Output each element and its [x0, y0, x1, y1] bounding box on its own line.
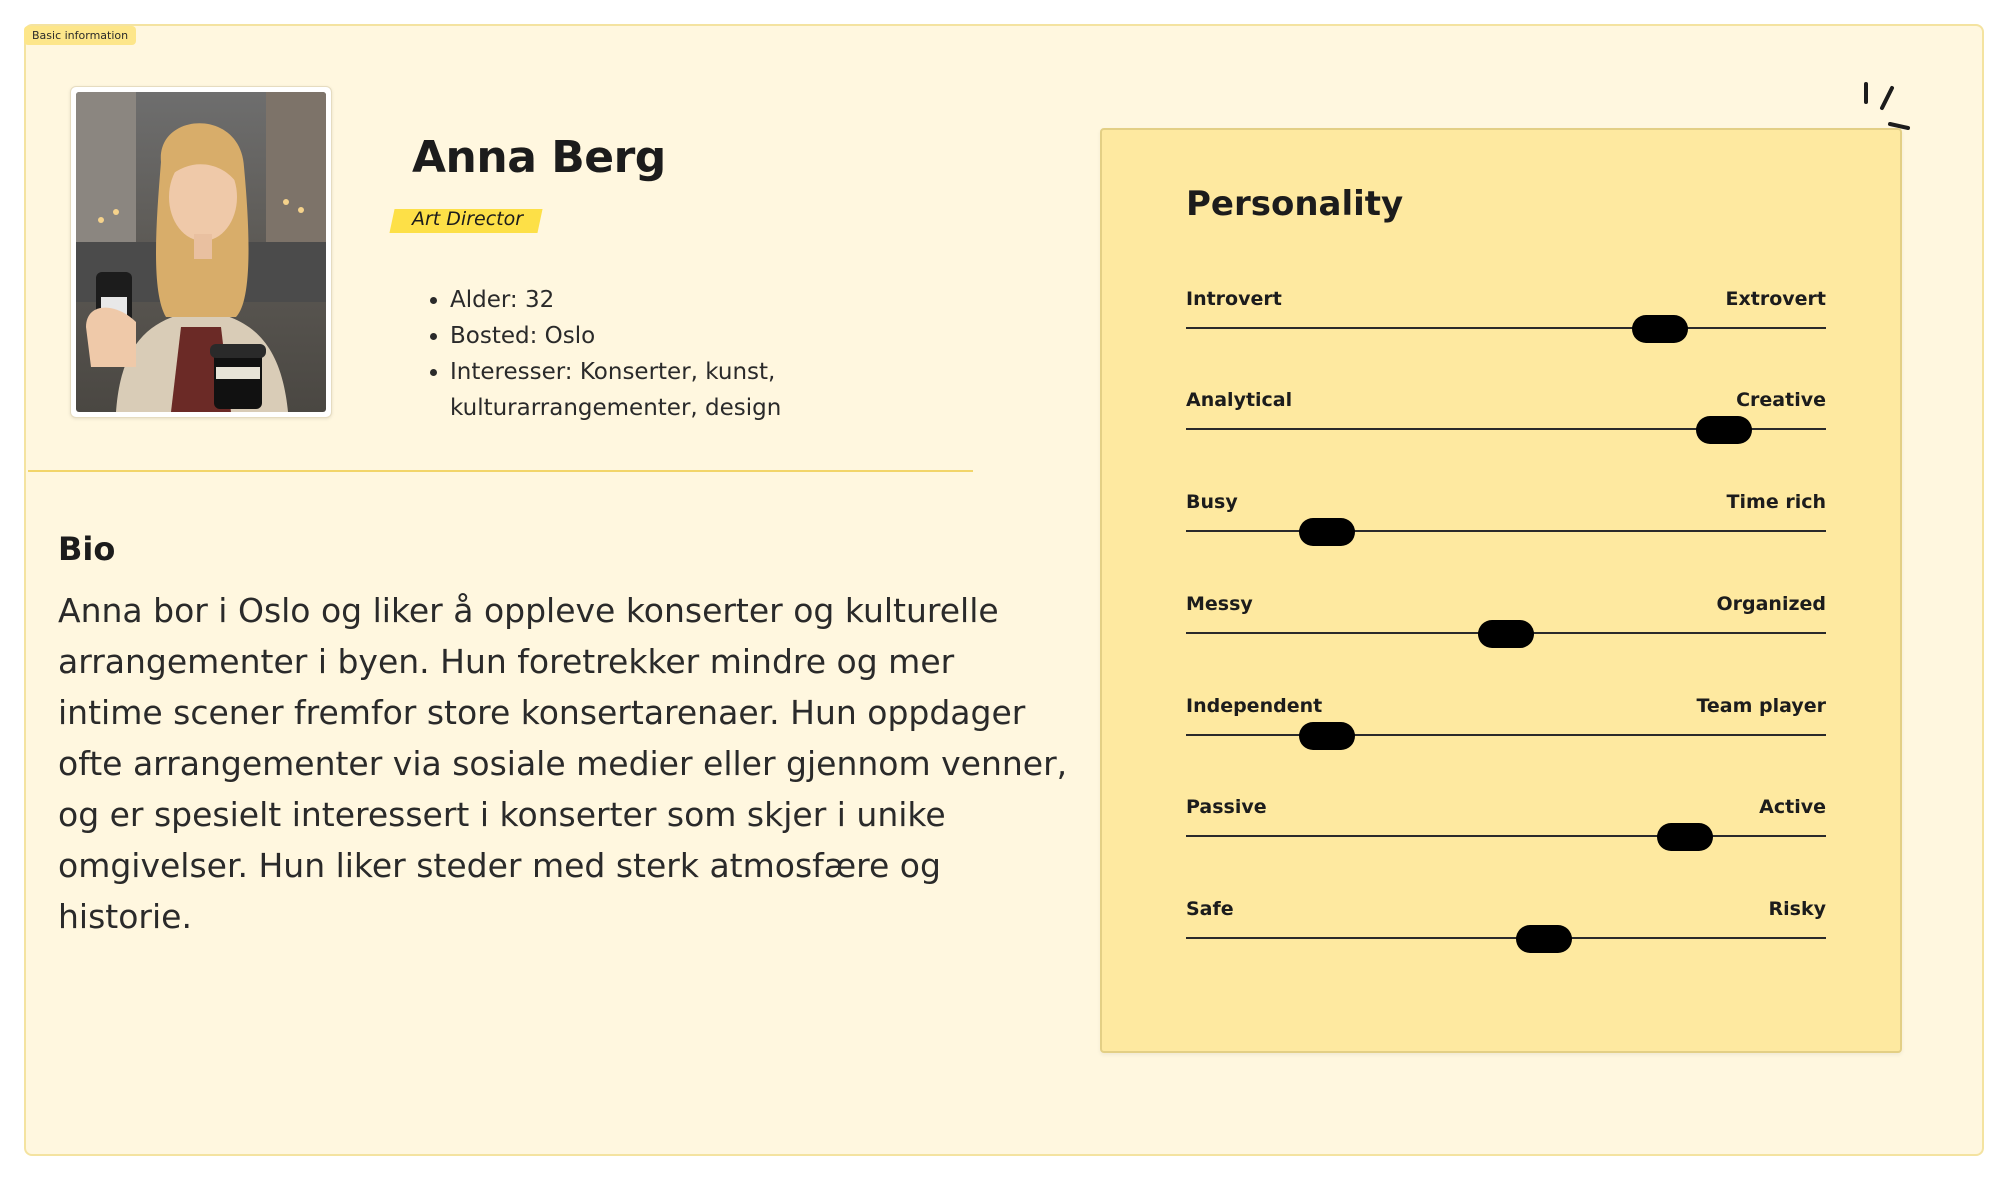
slider-knob[interactable]: [1657, 823, 1713, 851]
bio-title: Bio: [58, 530, 116, 568]
persona-facts: [424, 282, 880, 426]
portrait-photo: [76, 92, 326, 412]
persona-name: Anna Berg: [412, 132, 666, 183]
trait-messy-organized: [1186, 593, 1826, 663]
trait-right-label: Creative: [1736, 389, 1826, 411]
persona-role: Art Director: [412, 208, 524, 230]
trait-left-label: Busy: [1186, 491, 1238, 513]
trait-analytical-creative: [1186, 389, 1826, 459]
section-divider: [28, 470, 973, 472]
slider-knob[interactable]: [1516, 925, 1572, 953]
fact-age: • Alder: 32: [450, 282, 880, 318]
slider-track[interactable]: [1186, 835, 1826, 837]
trait-right-label: Active: [1759, 796, 1826, 818]
trait-independent-teamplayer: [1186, 695, 1826, 765]
profile-photo: [70, 86, 332, 418]
trait-right-label: Team player: [1696, 695, 1826, 717]
slider-track[interactable]: [1186, 327, 1826, 329]
trait-left-label: Safe: [1186, 898, 1234, 920]
trait-left-label: Analytical: [1186, 389, 1293, 411]
fact-interests: • Interesser: Konserter, kunst, kulturarrangementer, design: [450, 354, 880, 426]
slider-knob[interactable]: [1632, 315, 1688, 343]
frame-tag[interactable]: Basic information: [24, 26, 136, 45]
personality-card: [1100, 128, 1902, 1053]
trait-right-label: Risky: [1768, 898, 1826, 920]
fact-location: • Bosted: Oslo: [450, 318, 880, 354]
trait-left-label: Introvert: [1186, 288, 1282, 310]
bio-text: Anna bor i Oslo og liker å oppleve konserter og kulturelle arrangementer i byen. Hun foretrekker mindre og mer intime scener fremfor store konsertarenaer. Hun oppdager ofte arrangementer via sosiale medier eller gjennom venner, og er spesielt interessert i konserter som skjer i unike omgivelser. Hun liker steder med sterk atmosfære og historie.: [58, 591, 1068, 936]
trait-left-label: Passive: [1186, 796, 1267, 818]
slider-knob[interactable]: [1299, 722, 1355, 750]
trait-busy-timerich: [1186, 491, 1826, 561]
trait-left-label: Messy: [1186, 593, 1253, 615]
slider-knob[interactable]: [1299, 518, 1355, 546]
trait-introvert-extrovert: [1186, 288, 1826, 358]
trait-right-label: Extrovert: [1725, 288, 1826, 310]
slider-track[interactable]: [1186, 734, 1826, 736]
trait-passive-active: [1186, 796, 1826, 866]
slider-knob[interactable]: [1696, 416, 1752, 444]
trait-safe-risky: [1186, 898, 1826, 968]
slider-track[interactable]: [1186, 530, 1826, 532]
trait-right-label: Organized: [1716, 593, 1826, 615]
slider-track[interactable]: [1186, 937, 1826, 939]
personality-title: Personality: [1186, 184, 1404, 224]
trait-left-label: Independent: [1186, 695, 1323, 717]
trait-right-label: Time rich: [1726, 491, 1826, 513]
slider-knob[interactable]: [1478, 620, 1534, 648]
